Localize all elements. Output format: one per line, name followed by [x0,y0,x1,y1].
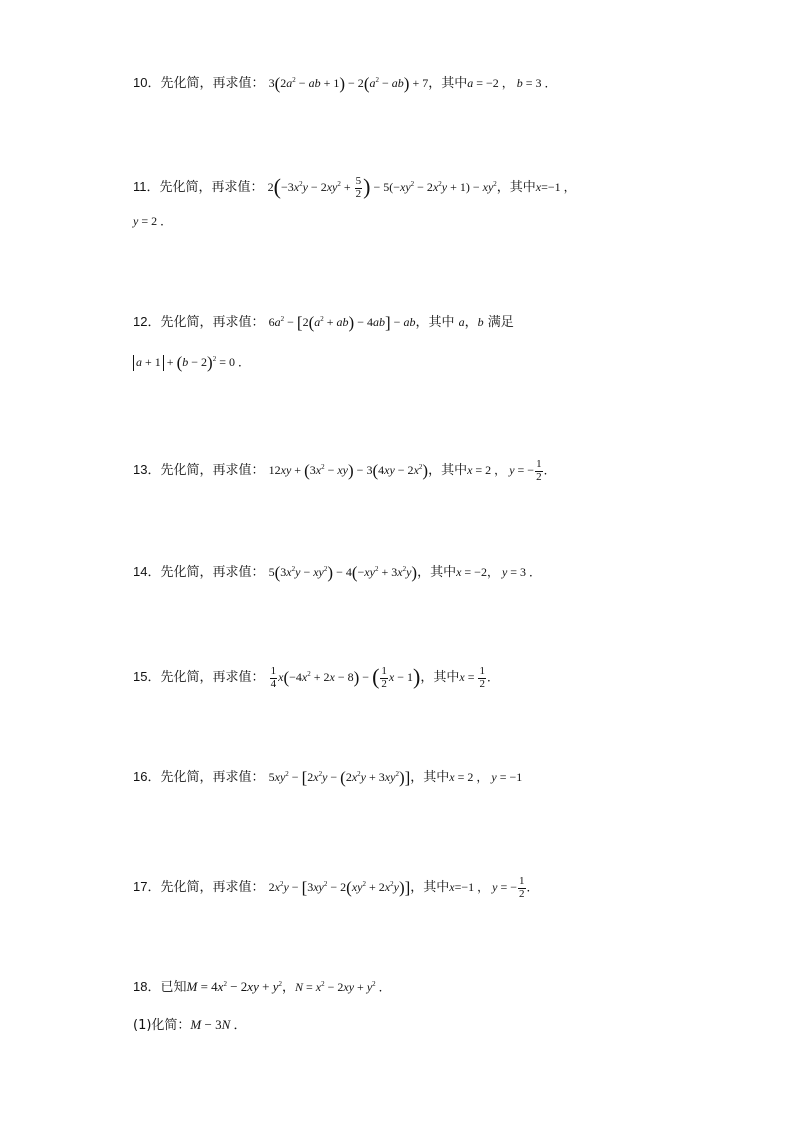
condition-values: x = 2 ， y = − $\frac{1}{2}$ ． [467,458,556,483]
question-12 [133,314,514,331]
math-expression: $\frac{1}{4}$ $x(-4x^2 + 2x - 8)$ − ( $\frac{1}{2}$ x − 1) [270,664,421,690]
question-number: 10． [133,75,161,90]
question-number: 13． [133,461,161,477]
condition-text: a，b 满足 [458,315,514,330]
math-expression: $6a^2 - [2(a^2 + ab) - 4ab]$ − ab [268,313,416,332]
question-lead: 先化简，再求值： [160,770,265,785]
condition-values: x = −2， y = 3 ． [456,565,542,579]
condition-values: $a + 1 + (b - 2)^2 = 0$ ． [133,355,250,369]
condition-values: y = 2 ． [133,214,173,228]
question-lead: 先化简，再求值： [160,879,265,895]
question-number: 12． [133,314,161,329]
question-15 [133,666,499,690]
question-lead: 先化简，再求值： [160,76,265,91]
question-number: 11． [133,179,160,194]
condition-values: a = −2 ， b = 3 ． [467,76,557,90]
question-lead: 先化简，再求值： [159,180,264,195]
math-expression: $5xy^2 - [2x^2y - (2x^2y + 3xy^2)]$ [268,768,411,787]
question-18 [133,980,391,994]
condition-values: x = 2 ， y = −1 [449,770,523,784]
part-1-expression: M − 3N ． [190,1017,247,1032]
question-10 [133,75,557,92]
condition-label: ，其中 [428,76,468,91]
math-expression: $5(3x^2y - xy^2) - 4(-xy^2 + 3x^2y)$ [268,563,418,582]
condition-label: ，其中 [428,462,468,478]
separator: ， [281,980,295,995]
condition-label: ，其中 [496,180,536,195]
math-expression: $2(-3x^2y - 2xy^2$ + $\frac{5}{2}$ ) − $5(-xy^2 - 2x^2y + 1) - xy^2$ [267,174,497,200]
question-11 [133,176,576,200]
condition-label: ，其中 [417,565,457,580]
question-number: 17． [133,878,161,894]
question-18-part-1 [133,1018,247,1032]
question-13 [133,459,556,483]
question-12-continued [133,354,250,371]
math-expression: $12xy + (3x^2 - xy) - 3(4xy - 2x^2)$ [268,460,429,480]
math-expression: $2x^2y - [3xy^2 - 2(xy^2 + 2x^2y)]$ [268,877,411,897]
question-number: 16． [133,769,161,784]
m-definition: $M = 4x^2 - 2xy + y^2$ [186,979,282,994]
question-16 [133,769,522,786]
condition-label: ，其中 [410,879,450,895]
question-11-continued [133,215,172,227]
condition-label: ，其中 [420,670,460,685]
condition-values: x=−1 ， y = − $\frac{1}{2}$ ． [449,875,539,900]
n-definition: $N = x^2 - 2xy + y^2$ ． [294,980,391,994]
question-number: 18． [133,979,161,994]
question-14 [133,564,541,581]
question-lead: 先化简，再求值： [160,670,265,685]
question-17 [133,876,539,900]
condition-values: x=−1 ， [535,180,576,194]
question-number: 14． [133,564,161,579]
condition-label: ，其中 [415,315,455,330]
question-lead: 先化简，再求值： [160,315,265,330]
question-lead: 先化简，再求值： [160,462,265,478]
part-1-label: (1)化简： [133,1018,191,1033]
question-lead: 先化简，再求值： [160,565,265,580]
math-expression: $3(2a^2$ − ab + $1) - 2(a^2 - ab) + 7$ [268,74,429,93]
condition-label: ，其中 [410,770,450,785]
condition-values: x = $\frac{1}{2}$ ． [459,665,499,690]
question-number: 15． [133,669,161,684]
question-lead: 已知 [160,980,187,995]
